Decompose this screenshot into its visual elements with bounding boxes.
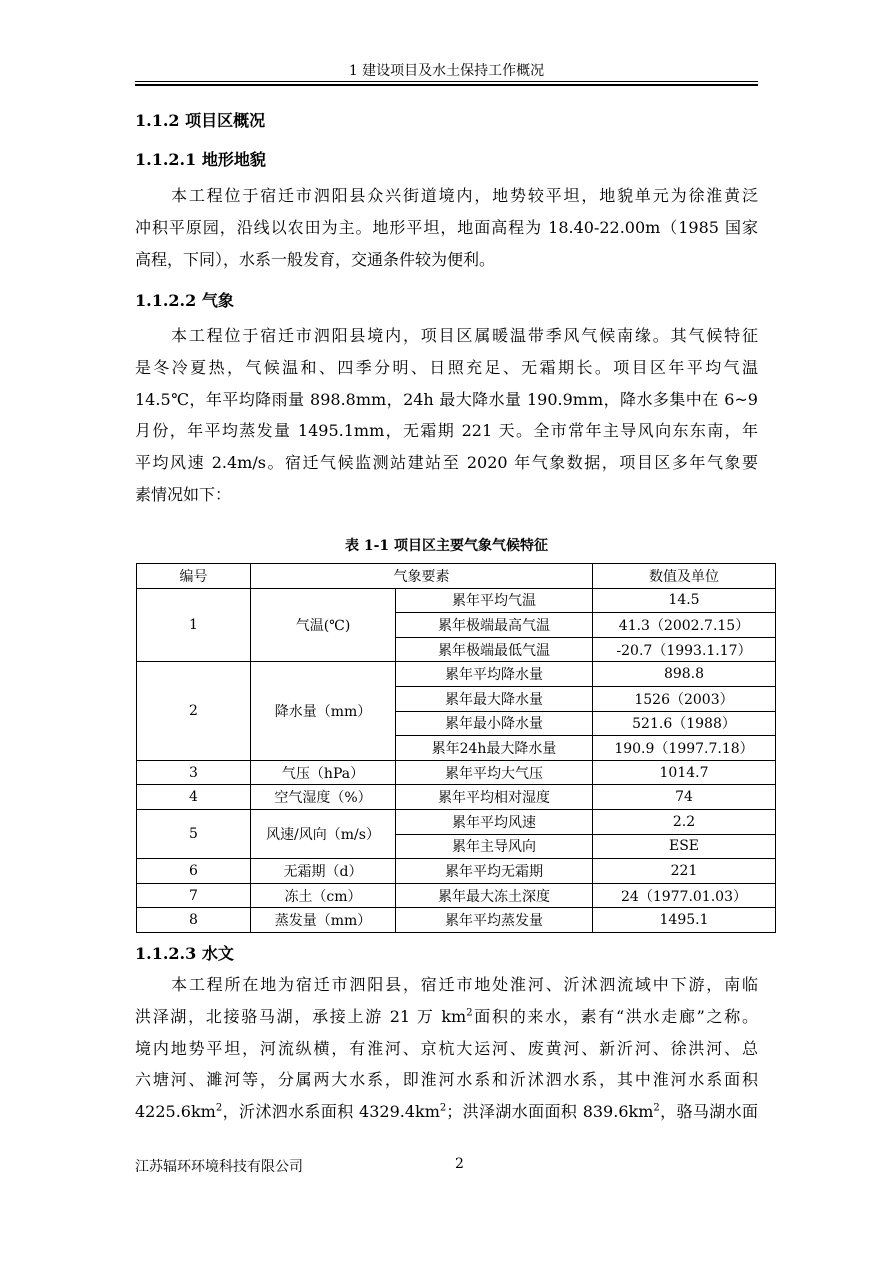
paragraph-line: 本工程位于宿迁市泗阳县境内，项目区属暖温带季风气候南缘。其气候特征	[171, 326, 758, 345]
paragraph-line: 月份，年平均蒸发量 1495.1mm，无霜期 221 天。全市常年主导风向东东南，年	[135, 421, 758, 441]
row-number: 4	[137, 785, 251, 810]
climate-paragraph	[135, 320, 758, 511]
paragraph-line: 六塘河、濉河等，分属两大水系，即淮河水系和沂沭泗水系，其中淮河水系面积	[135, 1070, 758, 1090]
item-value: 190.9（1997.7.18）	[593, 736, 776, 761]
paragraph-line: 本工程位于宿迁市泗阳县众兴街道境内，地势较平坦，地貌单元为徐淮黄泛	[171, 186, 758, 205]
item-name: 累年最大降水量	[396, 686, 593, 711]
section-heading-1-1-2: 1.1.2 项目区概况	[135, 111, 266, 130]
item-value: 1495.1	[593, 908, 776, 933]
header-cell-number: 编号	[137, 564, 251, 589]
paragraph-line: 是冬冷夏热，气候温和、四季分明、日照充足、无霜期长。项目区年平均气温	[135, 357, 758, 377]
text-run: 洪泽湖，北接骆马湖，承接上游 21 万 km	[135, 1006, 467, 1026]
table-row	[137, 809, 776, 834]
table-row	[137, 760, 776, 785]
text-run: ；洪泽湖水面面积 839.6km	[446, 1102, 654, 1122]
item-value: 14.5	[593, 588, 776, 613]
element-name: 气温(℃)	[251, 588, 396, 662]
paragraph-line: 境内地势平坦，河流纵横，有淮河、京杭大运河、废黄河、新沂河、徐洪河、总	[135, 1038, 758, 1058]
row-number: 2	[137, 662, 251, 760]
item-value: 1014.7	[593, 760, 776, 785]
element-name: 风速/风向（m/s）	[251, 809, 396, 858]
row-number: 1	[137, 588, 251, 662]
terrain-paragraph	[135, 180, 758, 275]
paragraph-line	[135, 1001, 758, 1033]
item-value: 521.6（1988）	[593, 711, 776, 736]
table-row	[137, 859, 776, 884]
hydrology-paragraph	[135, 969, 758, 1128]
row-number: 8	[137, 908, 251, 933]
item-name: 累年极端最高气温	[396, 613, 593, 638]
element-name: 蒸发量（mm）	[251, 908, 396, 933]
paragraph-line: 素情况如下：	[135, 484, 232, 504]
table-row	[137, 883, 776, 908]
paragraph-line: 14.5℃，年平均降雨量 898.8mm，24h 最大降水量 190.9mm，降水多集中在 6~9	[135, 389, 758, 409]
item-name: 累年平均气温	[396, 588, 593, 613]
text-run: 4225.6km	[135, 1102, 216, 1122]
row-number: 5	[137, 809, 251, 858]
item-value: 898.8	[593, 662, 776, 687]
item-name: 累年平均无霜期	[396, 859, 593, 884]
paragraph-line: 高程，下同），水系一般发育，交通条件较为便利。	[135, 249, 496, 269]
text-run: 面积的来水，素有“洪水走廊”之称。	[472, 1006, 758, 1026]
item-value: 41.3（2002.7.15）	[593, 613, 776, 638]
paragraph-line: 平均风速 2.4m/s。宿迁气候监测站建站至 2020 年气象数据，项目区多年气象要	[135, 453, 758, 473]
item-name: 累年平均降水量	[396, 662, 593, 687]
paragraph-line: 冲积平原园，沿线以农田为主。地形平坦，地面高程为 18.40-22.00m（1985 国家	[135, 217, 758, 237]
item-name: 累年24h最大降水量	[396, 736, 593, 761]
item-value: 2.2	[593, 809, 776, 834]
item-name: 累年平均蒸发量	[396, 908, 593, 933]
table-caption: 表 1-1 项目区主要气象气候特征	[344, 538, 549, 554]
page-number: 2	[455, 1156, 464, 1172]
paragraph-line	[135, 1096, 758, 1128]
item-name: 累年平均大气压	[396, 760, 593, 785]
element-name: 降水量（mm）	[251, 662, 396, 760]
superscript: 2	[439, 1102, 447, 1114]
header-rule-thin	[135, 81, 758, 82]
section-heading-climate: 1.1.2.2 气象	[135, 291, 234, 310]
element-name: 冻土（cm）	[251, 883, 396, 908]
item-name: 累年平均风速	[396, 809, 593, 834]
superscript: 2	[466, 1007, 473, 1019]
table-row	[137, 588, 776, 613]
page-header: 1 建设项目及水土保持工作概况	[348, 63, 545, 79]
item-value: 221	[593, 859, 776, 884]
paragraph-line: 本工程所在地为宿迁市泗阳县，宿迁市地处淮河、沂沭泗流域中下游，南临	[171, 975, 758, 994]
row-number: 3	[137, 760, 251, 785]
footer-company: 江苏辐环环境科技有限公司	[135, 1159, 303, 1175]
text-run: ，沂沭泗水系面积 4329.4km	[222, 1102, 440, 1122]
item-value: 1526（2003）	[593, 686, 776, 711]
section-heading-terrain: 1.1.2.1 地形地貌	[135, 150, 266, 169]
superscript: 2	[653, 1102, 660, 1114]
table-row	[137, 908, 776, 933]
row-number: 6	[137, 859, 251, 884]
item-name: 累年最大冻土深度	[396, 883, 593, 908]
table-row	[137, 785, 776, 810]
item-name: 累年主导风向	[396, 834, 593, 859]
item-value: 74	[593, 785, 776, 810]
climate-table	[136, 563, 776, 933]
element-name: 气压（hPa）	[251, 760, 396, 785]
item-value: -20.7（1993.1.17）	[593, 637, 776, 662]
item-value: ESE	[593, 834, 776, 859]
section-heading-hydrology: 1.1.2.3 水文	[135, 944, 234, 963]
item-name: 累年平均相对湿度	[396, 785, 593, 810]
element-name: 空气湿度（%）	[251, 785, 396, 810]
text-run: ，骆马湖水面	[659, 1102, 758, 1122]
item-value: 24（1977.01.03）	[593, 883, 776, 908]
element-name: 无霜期（d）	[251, 859, 396, 884]
item-name: 累年极端最低气温	[396, 637, 593, 662]
superscript: 2	[215, 1102, 223, 1114]
table-header-row	[137, 564, 776, 589]
row-number: 7	[137, 883, 251, 908]
header-cell-element: 气象要素	[251, 564, 593, 589]
header-cell-value: 数值及单位	[593, 564, 776, 589]
table-row	[137, 662, 776, 687]
item-name: 累年最小降水量	[396, 711, 593, 736]
header-rule-thick	[135, 84, 758, 86]
